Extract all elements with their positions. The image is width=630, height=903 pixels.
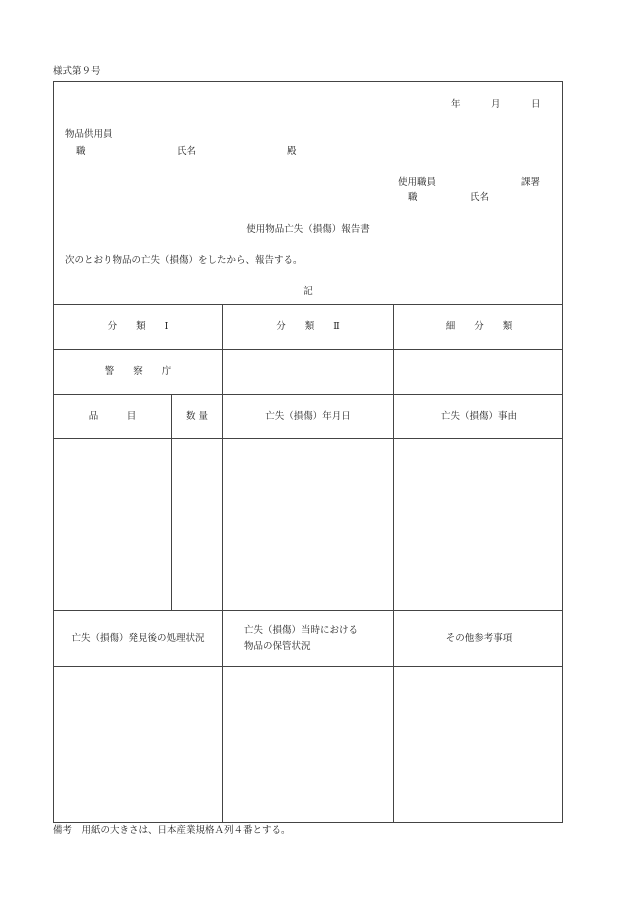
recipient-name-label: 氏名 [177, 146, 197, 157]
after-discovery-header: 亡失（損傷）発見後の処理状況 [71, 633, 205, 644]
column-divider-1 [222, 304, 223, 823]
document-title: 使用物品亡失（損傷）報告書 [246, 224, 370, 235]
loss-date-header: 亡失（損傷）年月日 [265, 411, 351, 422]
classification-1-value: 警 察 庁 [104, 366, 172, 377]
recipient-honorific: 殿 [287, 146, 297, 157]
reporter-title: 使用職員 [398, 177, 437, 188]
loss-reason-header: 亡失（損傷）事由 [440, 411, 517, 422]
form-number: 様式第９号 [53, 66, 101, 77]
date-day-label: 日 [531, 99, 541, 110]
reporter-division-label: 課署 [521, 177, 541, 188]
date-year-label: 年 [451, 99, 461, 110]
rule-header-bottom [54, 304, 562, 305]
reporter-name-label: 氏名 [470, 192, 490, 203]
column-divider-2 [393, 304, 394, 823]
storage-status-header-line1: 亡失（損傷）当時における [244, 625, 359, 636]
footnote: 備考 用紙の大きさは、日本産業規格Ａ列４番とする。 [53, 825, 291, 836]
rule-status-header [54, 666, 562, 667]
rule-class-header [54, 349, 562, 350]
recipient-title: 物品供用員 [65, 129, 113, 140]
rule-detail-body [54, 610, 562, 611]
intro-text: 次のとおり物品の亡失（損傷）をしたから、報告する。 [65, 255, 303, 266]
rule-detail-header [54, 438, 562, 439]
reporter-position-label: 職 [408, 192, 418, 203]
ki-label: 記 [303, 286, 313, 297]
item-header: 品 目 [88, 411, 137, 422]
classification-2-header: 分 類 Ⅱ [276, 321, 340, 332]
subclassification-header: 細 分 類 [445, 321, 513, 332]
quantity-header: 数 量 [185, 411, 209, 422]
storage-status-header-line2: 物品の保管状況 [244, 641, 311, 652]
date-month-label: 月 [491, 99, 501, 110]
column-divider-quantity [171, 394, 172, 610]
rule-class-values [54, 394, 562, 395]
other-notes-header: その他参考事項 [445, 633, 513, 644]
classification-1-header: 分 類 Ⅰ [107, 321, 169, 332]
report-form [53, 81, 563, 823]
recipient-position-label: 職 [76, 146, 86, 157]
